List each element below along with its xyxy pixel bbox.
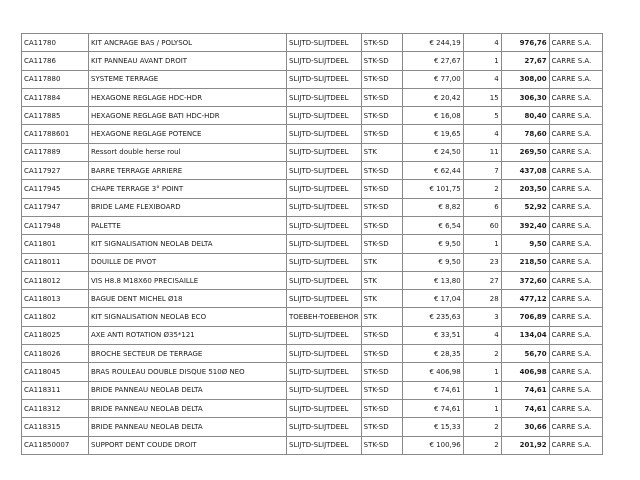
cell-description: BARRE TERRAGE ARRIERE (89, 162, 287, 180)
cell-unit: STK (361, 308, 402, 326)
cell-unit-price: € 6,54 (402, 216, 463, 234)
cell-article-code: CA117945 (22, 180, 89, 198)
cell-supplier: CARRE S.A. (549, 326, 602, 344)
cell-supplier: CARRE S.A. (549, 70, 602, 88)
cell-category: SLIJTD-SLIJTDEEL (287, 52, 362, 70)
cell-article-code: CA11786 (22, 52, 89, 70)
cell-description: HEXAGONE REGLAGE BATI HDC-HDR (89, 107, 287, 125)
cell-quantity: 3 (463, 308, 501, 326)
cell-supplier: CARRE S.A. (549, 290, 602, 308)
cell-quantity: 27 (463, 271, 501, 289)
cell-unit-price: € 8,82 (402, 198, 463, 216)
table-row (22, 180, 603, 198)
cell-category: TOEBEH-TOEBEHOR (287, 308, 362, 326)
cell-supplier: CARRE S.A. (549, 345, 602, 363)
cell-category: SLIJTD-SLIJTDEEL (287, 290, 362, 308)
cell-quantity: 7 (463, 162, 501, 180)
cell-total: 80,40 (501, 107, 549, 125)
cell-quantity: 1 (463, 381, 501, 399)
cell-article-code: CA11802 (22, 308, 89, 326)
table-row (22, 436, 603, 454)
cell-unit-price: € 28,35 (402, 345, 463, 363)
cell-category: SLIJTD-SLIJTDEEL (287, 381, 362, 399)
cell-supplier: CARRE S.A. (549, 180, 602, 198)
table-row (22, 326, 603, 344)
cell-quantity: 1 (463, 399, 501, 417)
table-row (22, 235, 603, 253)
cell-total: 218,50 (501, 253, 549, 271)
cell-quantity: 15 (463, 88, 501, 106)
cell-supplier: CARRE S.A. (549, 198, 602, 216)
cell-unit: STK (361, 271, 402, 289)
cell-unit-price: € 406,98 (402, 363, 463, 381)
cell-article-code: CA118045 (22, 363, 89, 381)
cell-unit: STK (361, 253, 402, 271)
cell-unit: STK (361, 143, 402, 161)
cell-article-code: CA117889 (22, 143, 89, 161)
table-row (22, 363, 603, 381)
cell-description: BAGUE DENT MICHEL Ø18 (89, 290, 287, 308)
cell-unit: STK-SD (361, 180, 402, 198)
cell-description: Ressort double herse roul (89, 143, 287, 161)
cell-unit: STK-SD (361, 345, 402, 363)
cell-quantity: 4 (463, 326, 501, 344)
cell-total: 269,50 (501, 143, 549, 161)
cell-unit-price: € 27,67 (402, 52, 463, 70)
cell-unit: STK-SD (361, 107, 402, 125)
cell-category: SLIJTD-SLIJTDEEL (287, 345, 362, 363)
cell-description: BRIDE PANNEAU NEOLAB DELTA (89, 381, 287, 399)
cell-article-code: CA117884 (22, 88, 89, 106)
table-row (22, 216, 603, 234)
cell-article-code: CA118026 (22, 345, 89, 363)
cell-total: 976,76 (501, 34, 549, 52)
cell-description: SUPPORT DENT COUDE DROIT (89, 436, 287, 454)
cell-unit-price: € 13,80 (402, 271, 463, 289)
cell-description: DOUILLE DE PIVOT (89, 253, 287, 271)
cell-total: 477,12 (501, 290, 549, 308)
table-row (22, 125, 603, 143)
cell-category: SLIJTD-SLIJTDEEL (287, 88, 362, 106)
cell-quantity: 4 (463, 70, 501, 88)
cell-unit-price: € 62,44 (402, 162, 463, 180)
cell-category: SLIJTD-SLIJTDEEL (287, 418, 362, 436)
cell-article-code: CA117948 (22, 216, 89, 234)
cell-category: SLIJTD-SLIJTDEEL (287, 70, 362, 88)
table-row (22, 70, 603, 88)
cell-article-code: CA117880 (22, 70, 89, 88)
cell-category: SLIJTD-SLIJTDEEL (287, 216, 362, 234)
cell-unit: STK-SD (361, 381, 402, 399)
table-row (22, 290, 603, 308)
cell-category: SLIJTD-SLIJTDEEL (287, 436, 362, 454)
cell-unit-price: € 19,65 (402, 125, 463, 143)
cell-category: SLIJTD-SLIJTDEEL (287, 162, 362, 180)
cell-unit-price: € 33,51 (402, 326, 463, 344)
cell-description: BROCHE SECTEUR DE TERRAGE (89, 345, 287, 363)
cell-description: CHAPE TERRAGE 3° POINT (89, 180, 287, 198)
cell-unit-price: € 100,96 (402, 436, 463, 454)
cell-unit: STK-SD (361, 216, 402, 234)
cell-unit: STK-SD (361, 399, 402, 417)
cell-supplier: CARRE S.A. (549, 125, 602, 143)
cell-unit-price: € 9,50 (402, 235, 463, 253)
cell-article-code: CA118312 (22, 399, 89, 417)
cell-description: VIS H8.8 M18X60 PRECISAILLE (89, 271, 287, 289)
cell-supplier: CARRE S.A. (549, 381, 602, 399)
cell-total: 203,50 (501, 180, 549, 198)
cell-unit-price: € 17,04 (402, 290, 463, 308)
cell-unit-price: € 74,61 (402, 381, 463, 399)
cell-quantity: 1 (463, 52, 501, 70)
cell-article-code: CA118011 (22, 253, 89, 271)
cell-supplier: CARRE S.A. (549, 363, 602, 381)
cell-category: SLIJTD-SLIJTDEEL (287, 107, 362, 125)
cell-supplier: CARRE S.A. (549, 88, 602, 106)
cell-description: BRIDE PANNEAU NEOLAB DELTA (89, 418, 287, 436)
cell-article-code: CA117927 (22, 162, 89, 180)
cell-supplier: CARRE S.A. (549, 308, 602, 326)
cell-description: HEXAGONE REGLAGE HDC-HDR (89, 88, 287, 106)
inventory-table (21, 33, 603, 455)
cell-unit-price: € 24,50 (402, 143, 463, 161)
cell-quantity: 2 (463, 345, 501, 363)
cell-unit-price: € 9,50 (402, 253, 463, 271)
cell-category: SLIJTD-SLIJTDEEL (287, 271, 362, 289)
cell-unit: STK-SD (361, 363, 402, 381)
cell-unit: STK-SD (361, 125, 402, 143)
cell-supplier: CARRE S.A. (549, 107, 602, 125)
cell-article-code: CA118013 (22, 290, 89, 308)
cell-total: 372,60 (501, 271, 549, 289)
cell-description: HEXAGONE REGLAGE POTENCE (89, 125, 287, 143)
table-row (22, 107, 603, 125)
cell-quantity: 1 (463, 235, 501, 253)
cell-category: SLIJTD-SLIJTDEEL (287, 180, 362, 198)
table-row (22, 345, 603, 363)
cell-category: SLIJTD-SLIJTDEEL (287, 399, 362, 417)
cell-total: 437,08 (501, 162, 549, 180)
cell-total: 134,04 (501, 326, 549, 344)
cell-unit-price: € 101,75 (402, 180, 463, 198)
table-row (22, 162, 603, 180)
cell-unit: STK-SD (361, 436, 402, 454)
cell-total: 406,98 (501, 363, 549, 381)
cell-quantity: 60 (463, 216, 501, 234)
table-row (22, 271, 603, 289)
cell-quantity: 1 (463, 363, 501, 381)
cell-category: SLIJTD-SLIJTDEEL (287, 326, 362, 344)
cell-description: PALETTE (89, 216, 287, 234)
cell-total: 306,30 (501, 88, 549, 106)
cell-unit-price: € 20,42 (402, 88, 463, 106)
cell-supplier: CARRE S.A. (549, 436, 602, 454)
cell-quantity: 2 (463, 180, 501, 198)
cell-supplier: CARRE S.A. (549, 399, 602, 417)
cell-supplier: CARRE S.A. (549, 235, 602, 253)
cell-supplier: CARRE S.A. (549, 216, 602, 234)
cell-quantity: 2 (463, 418, 501, 436)
table-row (22, 52, 603, 70)
cell-article-code: CA11801 (22, 235, 89, 253)
cell-quantity: 4 (463, 125, 501, 143)
table-row (22, 308, 603, 326)
table-row (22, 88, 603, 106)
cell-unit: STK-SD (361, 418, 402, 436)
table-row (22, 399, 603, 417)
table-row (22, 34, 603, 52)
cell-category: SLIJTD-SLIJTDEEL (287, 198, 362, 216)
cell-category: SLIJTD-SLIJTDEEL (287, 363, 362, 381)
cell-total: 9,50 (501, 235, 549, 253)
cell-quantity: 23 (463, 253, 501, 271)
cell-unit: STK-SD (361, 235, 402, 253)
cell-article-code: CA118025 (22, 326, 89, 344)
cell-unit: STK-SD (361, 162, 402, 180)
cell-category: SLIJTD-SLIJTDEEL (287, 253, 362, 271)
cell-quantity: 5 (463, 107, 501, 125)
cell-category: SLIJTD-SLIJTDEEL (287, 125, 362, 143)
cell-total: 706,89 (501, 308, 549, 326)
cell-total: 392,40 (501, 216, 549, 234)
cell-total: 52,92 (501, 198, 549, 216)
cell-article-code: CA118311 (22, 381, 89, 399)
cell-unit-price: € 15,33 (402, 418, 463, 436)
table-row (22, 253, 603, 271)
cell-unit-price: € 74,61 (402, 399, 463, 417)
cell-unit-price: € 244,19 (402, 34, 463, 52)
cell-unit-price: € 77,00 (402, 70, 463, 88)
cell-total: 78,60 (501, 125, 549, 143)
cell-description: KIT SIGNALISATION NEOLAB DELTA (89, 235, 287, 253)
cell-description: BRAS ROULEAU DOUBLE DISQUE 510Ø NEO (89, 363, 287, 381)
cell-total: 74,61 (501, 399, 549, 417)
cell-article-code: CA118315 (22, 418, 89, 436)
cell-description: KIT SIGNALISATION NEOLAB ECO (89, 308, 287, 326)
table-row (22, 381, 603, 399)
cell-article-code: CA11788601 (22, 125, 89, 143)
cell-supplier: CARRE S.A. (549, 162, 602, 180)
cell-total: 30,66 (501, 418, 549, 436)
cell-description: SYSTEME TERRAGE (89, 70, 287, 88)
cell-unit-price: € 235,63 (402, 308, 463, 326)
table-row (22, 418, 603, 436)
cell-total: 56,70 (501, 345, 549, 363)
cell-description: AXE ANTI ROTATION Ø35*121 (89, 326, 287, 344)
cell-unit: STK-SD (361, 70, 402, 88)
cell-quantity: 11 (463, 143, 501, 161)
cell-supplier: CARRE S.A. (549, 52, 602, 70)
cell-description: KIT ANCRAGE BAS / POLYSOL (89, 34, 287, 52)
cell-supplier: CARRE S.A. (549, 143, 602, 161)
cell-unit: STK-SD (361, 88, 402, 106)
cell-unit-price: € 16,08 (402, 107, 463, 125)
cell-description: BRIDE PANNEAU NEOLAB DELTA (89, 399, 287, 417)
cell-unit: STK-SD (361, 34, 402, 52)
cell-total: 201,92 (501, 436, 549, 454)
cell-article-code: CA117885 (22, 107, 89, 125)
cell-quantity: 2 (463, 436, 501, 454)
cell-supplier: CARRE S.A. (549, 271, 602, 289)
cell-supplier: CARRE S.A. (549, 253, 602, 271)
table-row (22, 143, 603, 161)
cell-supplier: CARRE S.A. (549, 34, 602, 52)
cell-article-code: CA11780 (22, 34, 89, 52)
cell-unit: STK-SD (361, 198, 402, 216)
cell-unit: STK-SD (361, 326, 402, 344)
cell-total: 27,67 (501, 52, 549, 70)
cell-article-code: CA118012 (22, 271, 89, 289)
table-row (22, 198, 603, 216)
cell-article-code: CA117947 (22, 198, 89, 216)
cell-total: 308,00 (501, 70, 549, 88)
cell-category: SLIJTD-SLIJTDEEL (287, 143, 362, 161)
cell-unit: STK (361, 290, 402, 308)
cell-description: KIT PANNEAU AVANT DROIT (89, 52, 287, 70)
cell-quantity: 28 (463, 290, 501, 308)
cell-total: 74,61 (501, 381, 549, 399)
cell-article-code: CA11850007 (22, 436, 89, 454)
cell-quantity: 4 (463, 34, 501, 52)
cell-description: BRIDE LAME FLEXIBOARD (89, 198, 287, 216)
cell-quantity: 6 (463, 198, 501, 216)
cell-unit: STK-SD (361, 52, 402, 70)
cell-category: SLIJTD-SLIJTDEEL (287, 34, 362, 52)
cell-category: SLIJTD-SLIJTDEEL (287, 235, 362, 253)
cell-supplier: CARRE S.A. (549, 418, 602, 436)
inventory-table-body (22, 34, 603, 455)
